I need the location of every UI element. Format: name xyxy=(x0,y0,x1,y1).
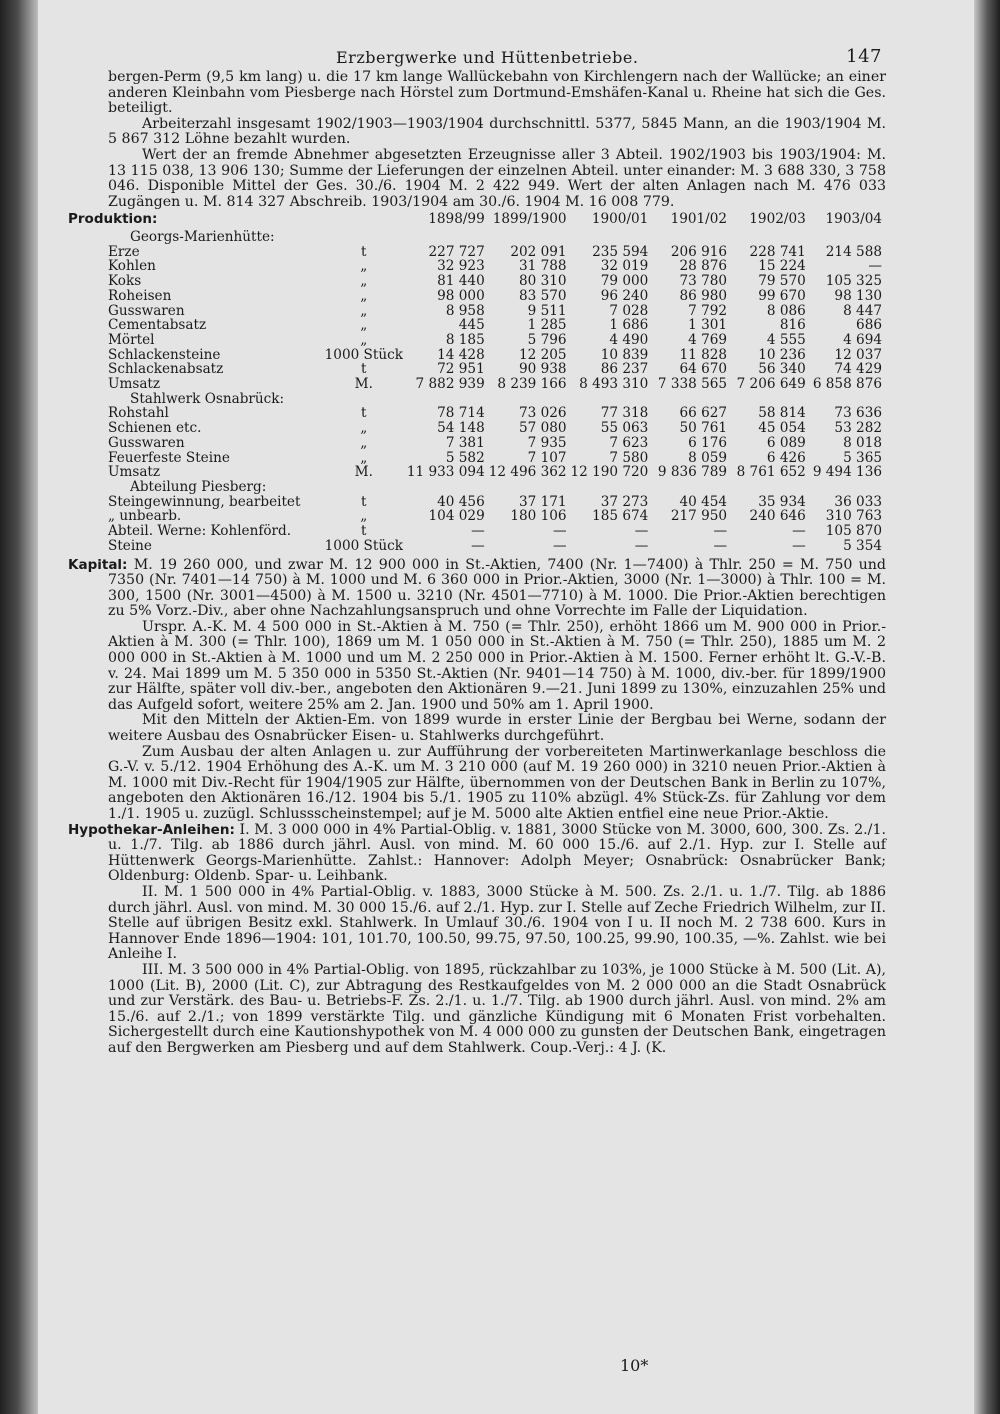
production-section xyxy=(68,211,886,554)
production-value: 12 037 xyxy=(834,346,882,363)
production-row xyxy=(108,406,882,421)
production-value: 104 029 xyxy=(428,508,485,525)
production-value: 7 792 xyxy=(688,302,728,319)
production-value: — xyxy=(552,523,567,540)
production-unit: „ xyxy=(360,273,368,290)
production-value: 37 171 xyxy=(518,493,567,510)
production-value: 7 935 xyxy=(527,434,567,451)
production-value: 56 340 xyxy=(758,361,806,378)
production-value: 310 763 xyxy=(825,508,882,525)
production-label: Produktion: xyxy=(68,211,158,228)
production-unit: „ xyxy=(360,449,368,466)
production-value: 86 237 xyxy=(600,361,649,378)
production-row xyxy=(108,245,882,260)
production-unit: t xyxy=(361,243,367,260)
kapital-paragraph: Urspr. A.-K. M. 4 500 000 in St.-Aktien à M. 750 (= Thlr. 250), erhöht 1866 um M. 900 000 in Prior.-Aktien à M. 300 (= Thlr. 100), 1869 um M. 1 050 000 in St.-Aktien à M. 750 (= Thlr. 250), 1885 um M. 2 000 000 in St.-Aktien à M. 1000 und um M. 2 250 000 in Prior.-Aktien à M. 1500. Ferner erhöht lt. G.-V.-B. v. 24. Mai 1899 um M. 5 350 000 in 5350 St.-Aktien (Nr. 9401—14 750) à M. 1000, div.-ber. für 1899/1900 zur Hälfte, später voll div.-ber., angeboten den Aktionären 9.—21. Juni 1899 zu 130%, einzuzahlen 25% und das Aufgeld sofort, weitere 25% am 2. Jan. 1900 und 50% am 1. April 1900. xyxy=(108,618,886,713)
year-header: 1900/01 xyxy=(591,211,649,228)
production-unit: „ xyxy=(360,258,368,275)
production-item-name: Steine xyxy=(108,537,152,554)
production-value: 9 494 136 xyxy=(812,464,882,481)
production-row xyxy=(108,539,882,554)
production-value: 105 325 xyxy=(825,273,882,290)
production-value: 217 950 xyxy=(670,508,728,525)
intro-paragraph: bergen-Perm (9,5 km lang) u. die 17 km lange Wallückebahn von Kirchlengern nach der Wallücke; an einer anderen Kleinbahn vom Piesberge nach Hörstel zum Dortmund-Emshäfen-Kanal u. Rheine hat sich die Ges. beteiligt. xyxy=(108,69,886,117)
production-value: 36 033 xyxy=(834,493,882,510)
production-value: 77 318 xyxy=(600,405,649,422)
production-value: 50 761 xyxy=(679,420,728,437)
production-value: 8 018 xyxy=(843,434,882,451)
production-value: — xyxy=(634,537,649,554)
production-unit: M. xyxy=(354,376,373,393)
production-value: 73 780 xyxy=(679,273,728,290)
production-value: 73 636 xyxy=(834,405,882,422)
hypothek-label: Hypothekar-Anleihen: xyxy=(68,821,235,838)
production-value: 11 828 xyxy=(679,346,728,363)
production-item-name: Cementabsatz xyxy=(108,317,207,334)
production-row xyxy=(108,451,882,466)
production-value: 57 080 xyxy=(518,420,567,437)
production-unit: 1000 Stück xyxy=(324,537,403,554)
page-gutter-shadow xyxy=(0,0,38,1414)
production-value: 35 934 xyxy=(758,493,806,510)
production-item-name: Feuerfeste Steine xyxy=(108,449,230,466)
production-value: — xyxy=(713,523,728,540)
production-value: 54 148 xyxy=(437,420,485,437)
production-value: 7 882 939 xyxy=(415,376,485,393)
production-item-name: Rohstahl xyxy=(108,405,169,422)
production-item-name: Abteil. Werne: Kohlenförd. xyxy=(108,523,292,540)
production-unit: t xyxy=(361,405,367,422)
production-value: 12 205 xyxy=(518,346,567,363)
production-value: 180 106 xyxy=(510,508,567,525)
production-value: 8 958 xyxy=(445,302,485,319)
production-value: 5 796 xyxy=(527,331,567,348)
production-value: 7 338 565 xyxy=(657,376,728,393)
production-value: 445 xyxy=(458,317,485,334)
production-value: 5 354 xyxy=(843,537,882,554)
production-group-name: Abteilung Piesberg: xyxy=(130,479,267,495)
page-number: 147 xyxy=(846,46,882,67)
production-value: 6 089 xyxy=(766,434,806,451)
production-row xyxy=(108,259,882,274)
production-value: 686 xyxy=(856,317,882,334)
production-value: 228 741 xyxy=(749,243,806,260)
production-value: 45 054 xyxy=(758,420,806,437)
year-header: 1902/03 xyxy=(749,211,806,228)
production-value: 72 951 xyxy=(437,361,485,378)
production-value: 81 440 xyxy=(437,273,485,290)
production-value: 1 301 xyxy=(688,317,728,334)
production-value: 12 190 720 xyxy=(570,464,649,481)
production-value: 15 224 xyxy=(758,258,806,275)
production-value: 99 670 xyxy=(758,287,806,304)
header-title: Erzbergwerke und Hüttenbetriebe. xyxy=(336,48,639,67)
hypothek-section xyxy=(68,821,886,1057)
production-unit: „ xyxy=(360,317,368,334)
production-value: — xyxy=(792,537,806,554)
production-value: 8 761 652 xyxy=(736,464,806,481)
hypothek-paragraph: II. M. 1 500 000 in 4% Partial-Oblig. v. 1883, 3000 Stücke à M. 500. Zs. 2./1. u. 1./7. Tilg. ab 1886 durch jährl. Ausl. von mind. M. 30 000 15./6. auf 2./1. Hyp. zur I. Stelle auf Zeche Friedrich Wilhelm, zur II. Stelle auf übrigen Besitz exkl. Stahlwerk. In Umlauf 30./6. 1904 von I u. II noch M. 2 738 600. Kurs in Hannover Ende 1896—1904: 101, 101.70, 100.50, 99.75, 97.50, 100.25, 99.90, 100.35, —%. Zahlst. wie bei Anleihe I. xyxy=(108,883,886,963)
production-value: 11 933 094 xyxy=(406,464,485,481)
production-unit: t xyxy=(361,361,367,378)
production-value: 58 814 xyxy=(758,405,806,422)
production-value: 79 570 xyxy=(758,273,806,290)
production-value: 202 091 xyxy=(510,243,567,260)
production-row xyxy=(108,377,882,392)
signature-mark: 10* xyxy=(620,1356,649,1375)
kapital-paragraph: Mit den Mitteln der Aktien-Em. von 1899 wurde in erster Linie der Bergbau bei Werne, sodann der weitere Ausbau des Osnabrücker Eisen- u. Stahlwerks durchgeführt. xyxy=(108,712,886,745)
production-group-row xyxy=(108,480,882,495)
production-value: 7 381 xyxy=(445,434,485,451)
production-item-name: Schlackensteine xyxy=(108,346,221,363)
production-value: 7 206 649 xyxy=(736,376,806,393)
production-row xyxy=(108,465,882,480)
production-value: — xyxy=(634,523,649,540)
production-value: — xyxy=(471,523,485,540)
intro-paragraph: Arbeiterzahl insgesamt 1902/1903—1903/1904 durchschnittl. 5377, 5845 Mann, an die 1903/1904 M. 5 867 312 Löhne bezahlt wurden. xyxy=(108,115,886,148)
production-value: 6 176 xyxy=(688,434,728,451)
year-header: 1898/99 xyxy=(428,211,485,228)
production-unit: t xyxy=(361,493,367,510)
production-value: 1 285 xyxy=(527,317,567,334)
production-value: 6 858 876 xyxy=(812,376,882,393)
production-value: 816 xyxy=(779,317,806,334)
document-page xyxy=(68,40,886,1057)
production-row xyxy=(108,495,882,510)
production-value: 98 000 xyxy=(437,287,485,304)
production-value: 4 490 xyxy=(609,331,649,348)
production-value: — xyxy=(868,258,882,275)
production-value: 8 447 xyxy=(843,302,882,319)
production-row xyxy=(108,421,882,436)
production-row xyxy=(108,289,882,304)
production-row xyxy=(108,524,882,539)
kapital-label: Kapital: xyxy=(68,556,128,573)
production-item-name: Schlackenabsatz xyxy=(108,361,224,378)
production-value: 185 674 xyxy=(592,508,649,525)
production-value: 214 588 xyxy=(825,243,882,260)
production-item-name: Gusswaren xyxy=(108,302,185,319)
production-item-name: Umsatz xyxy=(108,376,161,393)
production-group-row xyxy=(108,392,882,407)
production-group-row xyxy=(108,230,882,245)
production-value: 74 429 xyxy=(834,361,882,378)
production-value: 105 870 xyxy=(825,523,882,540)
production-unit: „ xyxy=(360,420,368,437)
production-item-name: Erze xyxy=(108,243,140,260)
intro-paragraph: Wert der an fremde Abnehmer abgesetzten Erzeugnisse aller 3 Abteil. 1902/1903 bis 1903/1904: M. 13 115 038, 13 906 130; Summe der Lieferungen der einzelnen Abteil. unter einander: M. 3 688 330, 3 758 046. Disponible Mittel der Ges. 30./6. 1904 M. 2 422 949. Wert der alten Anlagen nach M. 476 033 Zugängen u. M. 814 327 Abschreib. 1903/1904 am 30./6. 1904 M. 16 008 779. xyxy=(108,146,886,210)
production-value: 4 555 xyxy=(766,331,806,348)
production-value: 55 063 xyxy=(600,420,649,437)
production-value: 64 670 xyxy=(679,361,728,378)
production-value: 206 916 xyxy=(670,243,728,260)
production-value: 31 788 xyxy=(518,258,567,275)
page-edge-shadow xyxy=(974,0,1000,1414)
production-value: 8 086 xyxy=(766,302,806,319)
production-value: 4 769 xyxy=(688,331,728,348)
production-row xyxy=(108,318,882,333)
production-item-name: Umsatz xyxy=(108,464,161,481)
production-item-name: Mörtel xyxy=(108,331,155,348)
production-value: — xyxy=(471,537,485,554)
hypothek-paragraph: III. M. 3 500 000 in 4% Partial-Oblig. von 1895, rückzahlbar zu 103%, je 1000 Stücke à M. 500 (Lit. A), 1000 (Lit. B), 2000 (Lit. C), zur Abtragung des Restkaufgeldes von M. 2 000 000 an die Stadt Osnabrück und zur Verstärk. des Bau- u. Betriebs-F. Zs. 2./1. u. 1./7. Tilg. ab 1900 durch jährl. Ausl. von mind. 2% am 15./6. auf 2./1.; von 1899 verstärkte Tilg. und gänzliche Kündigung mit 6 Monaten Frist vorbehalten. Sichergestellt durch eine Kautionshypothek von M. 4 000 000 zu gunsten der Deutschen Bank, eingetragen auf den Bergwerken am Piesberg und auf dem Stahlwerk. Coup.-Verj.: 4 J. (K. xyxy=(108,961,886,1056)
production-value: 98 130 xyxy=(834,287,882,304)
production-unit: 1000 Stück xyxy=(324,346,403,363)
production-value: 9 836 789 xyxy=(657,464,728,481)
production-value: 4 694 xyxy=(843,331,882,348)
production-item-name: „ unbearb. xyxy=(108,508,182,525)
production-value: 40 456 xyxy=(437,493,485,510)
production-item-name: Roheisen xyxy=(108,287,172,304)
production-value: 86 980 xyxy=(679,287,728,304)
running-header xyxy=(108,40,886,70)
production-group-name: Georgs-Marienhütte: xyxy=(130,229,275,246)
production-value: 8 239 166 xyxy=(497,376,567,393)
production-value: 235 594 xyxy=(592,243,649,260)
production-value: 7 623 xyxy=(609,434,649,451)
hypothek-paragraph: I. M. 3 000 000 in 4% Partial-Oblig. v. 1881, 3000 Stücke von M. 3000, 600, 300. Zs. 2./1. u. 1./7. Tilg. ab 1886 durch jährl. Ausl. von mind. M. 60 000 15./6. auf 2./1. Hyp. zur I. Stelle auf Hüttenwerk Georgs-Marienhütte. Zahlst.: Hannover: Adolph Meyer; Osnabrück: Osnabrücker Bank; Oldenburg: Oldenb. Spar- u. Leihbank. xyxy=(108,821,886,885)
production-value: 53 282 xyxy=(834,420,882,437)
production-item-name: Schienen etc. xyxy=(108,420,202,437)
production-value: 240 646 xyxy=(749,508,806,525)
year-header: 1903/04 xyxy=(825,211,882,228)
production-value: 5 365 xyxy=(843,449,882,466)
production-value: 66 627 xyxy=(679,405,728,422)
production-value: 10 839 xyxy=(600,346,649,363)
production-value: — xyxy=(713,537,728,554)
production-value: 6 426 xyxy=(766,449,806,466)
production-value: — xyxy=(552,537,567,554)
production-row xyxy=(108,348,882,363)
production-value: 7 028 xyxy=(609,302,649,319)
production-value: 14 428 xyxy=(437,346,485,363)
production-value: 7 580 xyxy=(609,449,649,466)
production-unit: „ xyxy=(360,508,368,525)
year-header: 1899/1900 xyxy=(492,211,567,228)
production-header-row xyxy=(108,212,882,230)
production-row xyxy=(108,362,882,377)
production-value: 32 019 xyxy=(600,258,649,275)
production-value: 83 570 xyxy=(518,287,567,304)
production-value: 79 000 xyxy=(600,273,649,290)
production-row xyxy=(108,304,882,319)
production-item-name: Gusswaren xyxy=(108,434,185,451)
production-value: 12 496 362 xyxy=(488,464,567,481)
production-row xyxy=(108,274,882,289)
production-unit: „ xyxy=(360,331,368,348)
production-value: 28 876 xyxy=(679,258,728,275)
production-item-name: Koks xyxy=(108,273,142,290)
production-table xyxy=(68,211,882,554)
production-item-name: Steingewinnung, bearbeitet xyxy=(108,493,301,510)
production-value: 80 310 xyxy=(518,273,567,290)
production-value: 73 026 xyxy=(518,405,567,422)
kapital-section xyxy=(68,556,886,823)
production-value: 8 493 310 xyxy=(579,376,649,393)
production-unit: „ xyxy=(360,302,368,319)
production-body xyxy=(108,230,882,553)
production-value: 227 727 xyxy=(428,243,485,260)
production-group-name: Stahlwerk Osnabrück: xyxy=(130,390,285,407)
production-value: 32 923 xyxy=(437,258,485,275)
production-unit: „ xyxy=(360,434,368,451)
production-value: 8 059 xyxy=(688,449,728,466)
production-value: — xyxy=(792,523,806,540)
production-value: 10 236 xyxy=(758,346,806,363)
production-value: 5 582 xyxy=(445,449,485,466)
production-row xyxy=(108,509,882,524)
production-value: 90 938 xyxy=(518,361,567,378)
production-value: 7 107 xyxy=(527,449,567,466)
production-value: 1 686 xyxy=(609,317,649,334)
production-row xyxy=(108,436,882,451)
production-item-name: Kohlen xyxy=(108,258,156,275)
production-unit: „ xyxy=(360,287,368,304)
production-row xyxy=(108,333,882,348)
production-value: 78 714 xyxy=(437,405,485,422)
kapital-paragraph: M. 19 260 000, und zwar M. 12 900 000 in St.-Aktien, 7400 (Nr. 1—7400) à Thlr. 250 = M. 750 und 7350 (Nr. 7401—14 750) à M. 1000 und M. 6 360 000 in Prior.-Aktien, 3000 (Nr. 1—3000) à Thlr. 100 = M. 300, 1500 (Nr. 3001—4500) à M. 1500 u. 3210 (Nr. 4501—7710) à M. 1000. Die Prior.-Aktien berechtigen zu 5% Vorz.-Div., aber ohne Nachzahlungsanspruch und ohne Vorrechte im Falle der Liquidation. xyxy=(108,556,886,620)
kapital-paragraph: Zum Ausbau der alten Anlagen u. zur Aufführung der vorbereiteten Martinwerkanlage beschloss die G.-V. v. 5./12. 1904 Erhöhung des A.-K. um M. 3 210 000 (auf M. 19 260 000) in 3210 neuen Prior.-Aktien à M. 1000 mit Div.-Recht für 1904/1905 zur Hälfte, übernommen von der Deutschen Bank in Berlin zu 107%, angeboten den Aktionären 16./12. 1904 bis 5./1. 1905 zu 110% abzügl. 4% Stück-Zs. für Zahlung vor dem 1./1. 1905 u. zuzügl. Schlussscheinstempel; auf je M. 5000 alte Aktien entfiel eine neue Prior.-Aktie. xyxy=(108,743,886,823)
production-value: 96 240 xyxy=(600,287,649,304)
production-value: 8 185 xyxy=(445,331,485,348)
year-header: 1901/02 xyxy=(670,211,728,228)
production-value: 37 273 xyxy=(600,493,649,510)
production-unit: t xyxy=(361,523,367,540)
production-value: 9 511 xyxy=(527,302,567,319)
production-unit: M. xyxy=(354,464,373,481)
production-value: 40 454 xyxy=(679,493,728,510)
